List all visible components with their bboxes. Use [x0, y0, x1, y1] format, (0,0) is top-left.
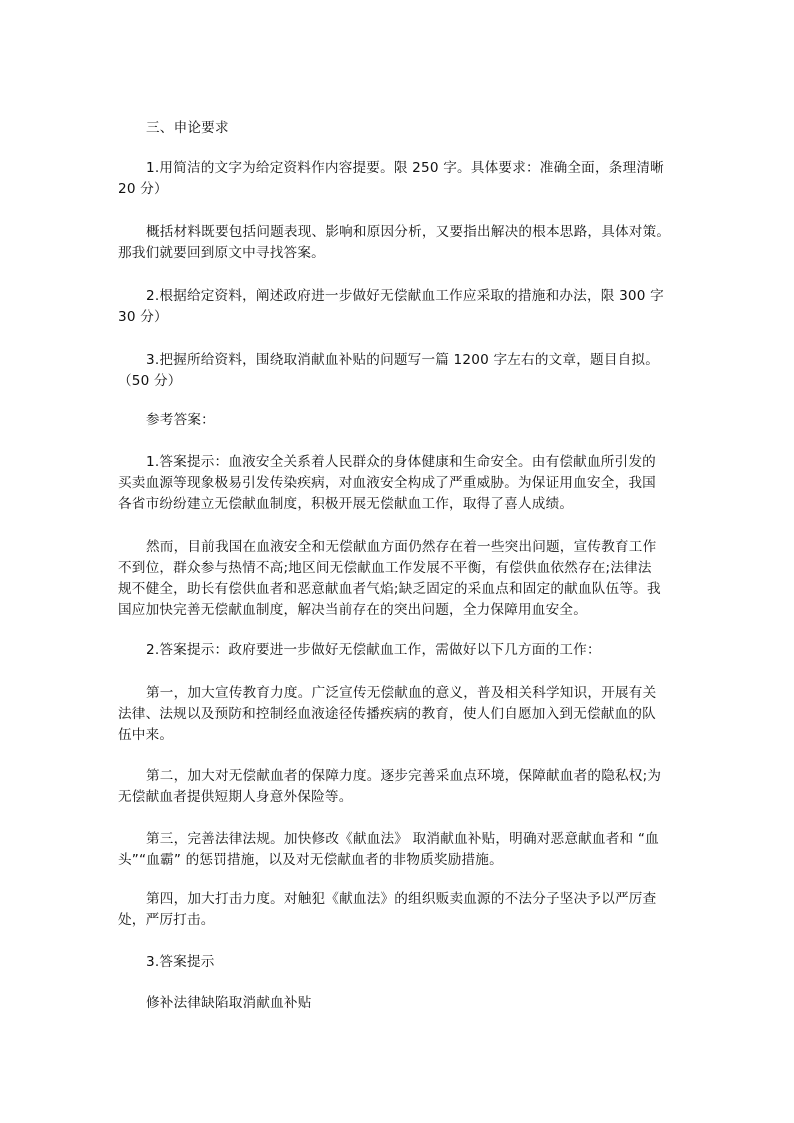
- requirement-2: [118, 286, 688, 328]
- answer-2: [118, 640, 688, 661]
- answer-1-continued: [118, 537, 688, 621]
- point-1-line-3: 伍中来。: [118, 727, 174, 743]
- answer-1c-line-2: 不到位，群众参与热情不高;地区间无偿献血工作发展不平衡，有偿供血依然存在;法律法: [118, 560, 652, 576]
- point-3-line-1: 第三，完善法律法规。加快修改《献血法》 取消献血补贴，明确对恶意献血者和 “血: [146, 831, 659, 847]
- answers-heading: 参考答案：: [146, 412, 215, 428]
- answer-1-line-3: 各省市纷纷建立无偿献血制度，积极开展无偿献血工作，取得了喜人成绩。: [118, 496, 574, 512]
- answer-2-line-1: 2.答案提示：政府要进一步做好无偿献血工作，需做好以下几方面的工作：: [146, 642, 601, 658]
- answer-2-point-3: [118, 829, 688, 871]
- requirement-note-line-1: 概括材料既要包括问题表现、影响和原因分析，又要指出解决的根本思路，具体对策。: [146, 224, 671, 240]
- requirement-3-line-2: （50 分）: [118, 373, 182, 389]
- requirement-2-line-1: 2.根据给定资料，阐述政府进一步做好无偿献血工作应采取的措施和办法，限 300 字: [146, 288, 664, 304]
- point-1-line-2: 法律、法规以及预防和控制经血液途径传播疾病的教育，使人们自愿加入到无偿献血的队: [118, 706, 656, 722]
- requirement-note: [118, 222, 688, 264]
- answer-2-point-1: [118, 683, 688, 746]
- answer-2-point-2: [118, 766, 688, 808]
- answer-2-point-4: [118, 889, 688, 931]
- point-3-line-2: 头”“血霸” 的惩罚措施，以及对无偿献血者的非物质奖励措施。: [118, 852, 503, 868]
- answer-1c-line-3: 规不健全，助长有偿供血者和恶意献血者气焰;缺乏固定的采血点和固定的献血队伍等。我: [118, 581, 661, 597]
- requirement-1-line-2: 20 分）: [118, 181, 168, 197]
- requirement-note-line-2: 那我们就要回到原文中寻找答案。: [118, 245, 325, 261]
- requirement-3: [118, 350, 688, 392]
- answer-1-line-1: 1.答案提示：血液安全关系着人民群众的身体健康和生命安全。由有偿献血所引发的: [146, 454, 656, 470]
- point-4-line-2: 处，严厉打击。: [118, 912, 215, 928]
- answer-3-line-1: 3.答案提示: [146, 954, 215, 970]
- requirement-2-line-2: 30 分）: [118, 309, 168, 325]
- answer-1c-line-1: 然而，目前我国在血液安全和无偿献血方面仍然存在着一些突出问题，宣传教育工作: [146, 539, 657, 555]
- point-1-line-1: 第一，加大宣传教育力度。广泛宣传无偿献血的意义，普及相关科学知识，开展有关: [146, 685, 657, 701]
- point-4-line-1: 第四，加大打击力度。对触犯《献血法》的组织贩卖血源的不法分子坚决予以严厉查: [146, 891, 657, 907]
- essay-title-text: 修补法律缺陷取消献血补贴: [146, 995, 312, 1011]
- answer-1: [118, 452, 688, 515]
- essay-title: [118, 993, 688, 1014]
- point-2-line-1: 第二，加大对无偿献血者的保障力度。逐步完善采血点环境，保障献血者的隐私权;为: [146, 768, 662, 784]
- answer-3: [118, 952, 688, 973]
- point-2-line-2: 无偿献血者提供短期人身意外保险等。: [118, 789, 353, 805]
- section-heading: 三、申论要求: [146, 120, 229, 136]
- requirement-3-line-1: 3.把握所给资料，围绕取消献血补贴的问题写一篇 1200 字左右的文章，题目自拟。: [146, 352, 659, 368]
- requirement-1: [118, 158, 688, 200]
- answer-1c-line-4: 国应加快完善无偿献血制度，解决当前存在的突出问题，全力保障用血安全。: [118, 602, 587, 618]
- answer-1-line-2: 买卖血源等现象极易引发传染疾病，对血液安全构成了严重威胁。为保证用血安全，我国: [118, 475, 656, 491]
- requirement-1-line-1: 1.用简洁的文字为给定资料作内容提要。限 250 字。具体要求：准确全面，条理清晰: [146, 160, 664, 176]
